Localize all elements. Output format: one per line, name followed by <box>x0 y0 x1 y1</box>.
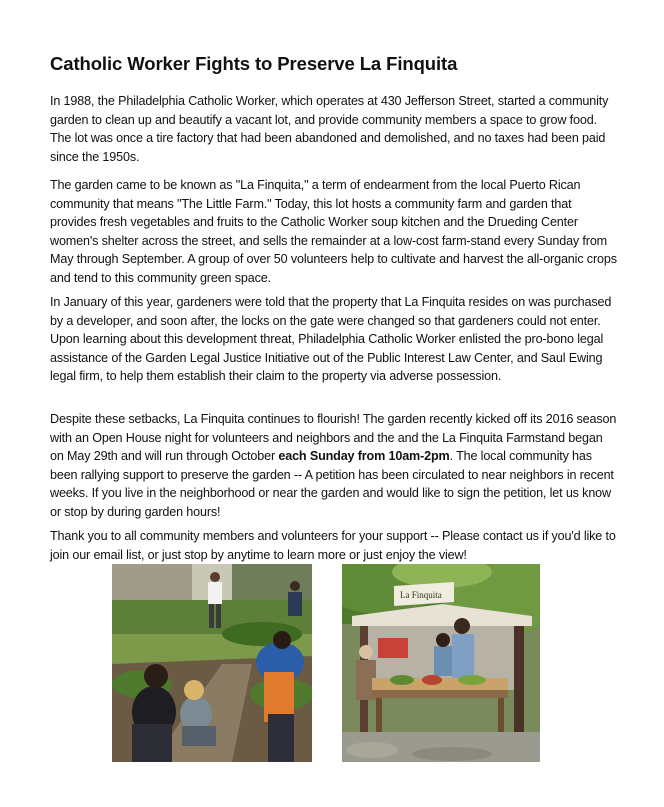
paragraph-history: In 1988, the Philadelphia Catholic Worker, which operates at 430 Jefferson Street, started a community garden to clean up and beautify a vacant lot, and provide community members a space to grow food. The lot was once a tire factory that had been abandoned and demolished, and no taxes had been paid since the 1950s. <box>50 94 609 164</box>
photo-farmstand-image <box>342 564 540 762</box>
article-title: Catholic Worker Fights to Preserve La Finquita <box>50 53 458 74</box>
paragraph-thank-you: Thank you to all community members and volunteers for your support -- Please contact us if you'd like to join our email list, or just stop by anytime to learn more or just enjoy the view! <box>50 529 616 562</box>
farmstand-text-end: . The local community has been rallying support to preserve the garden -- A petition has been circulated to near neighbors in recent weeks. If you live in the neighborhood or near the garden and would like to sign the petition, let us know or stop by during garden hours! <box>50 449 614 519</box>
paragraph-farmstand <box>50 410 618 522</box>
paragraph-little-farm: The garden came to be known as "La Finquita," a term of endearment from the local Puerto Rican community that means "The Little Farm." Today, this lot hosts a community farm and garden that provides fresh vegetables and fruits to the Catholic Worker soup kitchen and the Drueding Center women's shelter across the street, and sells the remainder at a low-cost farm-stand every Sunday from May through September. A group of over 50 volunteers help to cultivate and harvest the all-organic crops and tend to this community green space. <box>50 178 617 285</box>
photo-gardeners-image <box>112 564 312 762</box>
farmstand-sign-text: La Finquita <box>400 590 442 600</box>
paragraph-development-threat: In January of this year, gardeners were told that the property that La Finquita resides on was purchased by a developer, and soon after, the locks on the gate were changed so that gardeners could not enter. Upon learning about this development threat, Philadelphia Catholic Worker enlisted the pro-bono legal assistance of the Garden Legal Justice Initiative out of the Public Interest Law Center, and Saul Ewing legal firm, to help them establish their claim to the property via adverse possession. <box>50 295 612 384</box>
farmstand-text-start: Despite these setbacks, La Finquita continues to flourish! The garden recently kicked off its 2016 season with an Open House night for volunteers and neighbors and the and the La Finquita Farmstand began on May 29th and will run through October <box>50 412 617 464</box>
farmstand-hours: each Sunday from 10am-2pm <box>278 449 450 464</box>
photo-gardeners-planting <box>112 564 312 762</box>
photo-farmstand <box>342 564 540 762</box>
